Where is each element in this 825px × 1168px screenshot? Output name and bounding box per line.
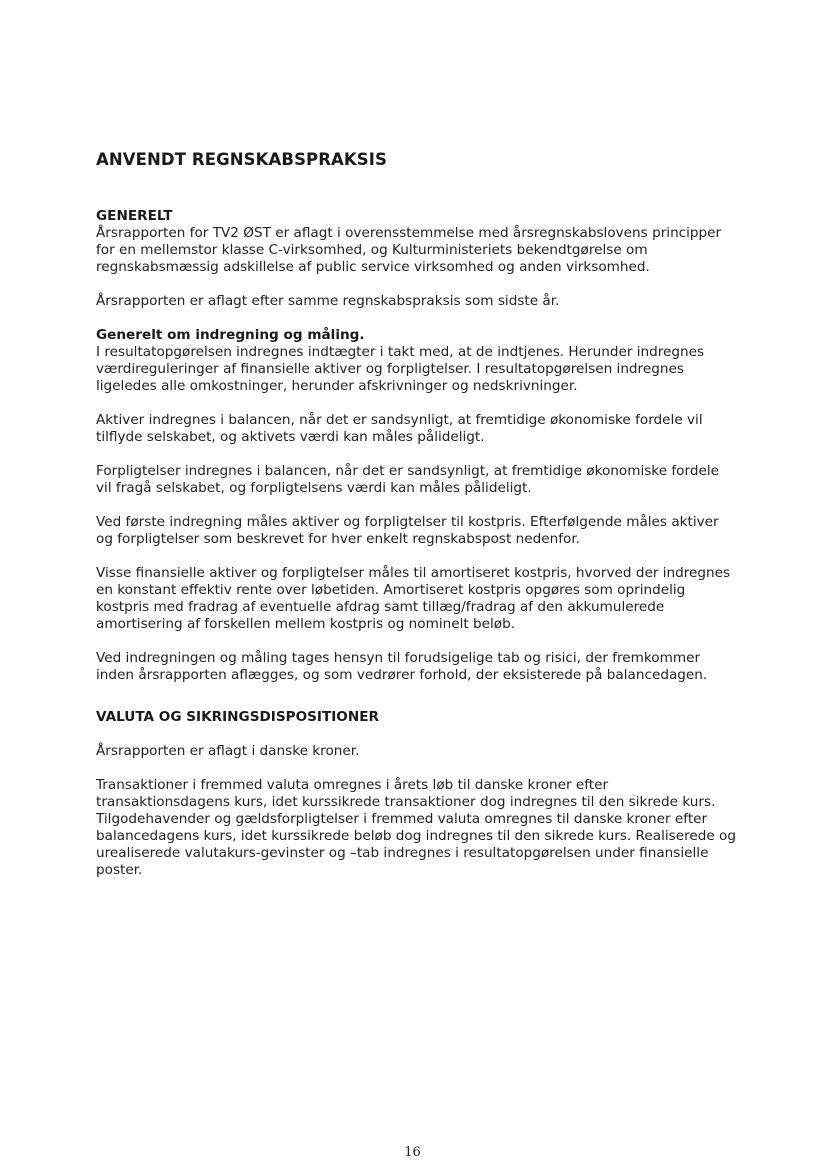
section-heading-valuta: VALUTA OG SIKRINGSDISPOSITIONER bbox=[96, 709, 379, 725]
paragraph: Ved første indregning måles aktiver og forpligtelser til kostpris. Efterfølgende måles aktiver og forpligtelser som beskrevet for hver enkelt regnskabspost nedenfor. bbox=[96, 514, 719, 547]
section-heading-indregning: Generelt om indregning og måling. bbox=[96, 327, 365, 343]
paragraph: Ved indregningen og måling tages hensyn til forudsigelige tab og risici, der fremkommer inden årsrapporten aflægges, og som vedrører forhold, der eksisterede på balancedagen. bbox=[96, 650, 708, 683]
paragraph: Årsrapporten er aflagt efter samme regnskabspraksis som sidste år. bbox=[96, 293, 560, 309]
paragraph: Årsrapporten for TV2 ØST er aflagt i overensstemmelse med årsregnskabslovens principper for en mellemstor klasse C-virksomhed, og Kulturministeriets bekendtgørelse om regnskabsmæssig adskillelse af public service virksomhed og anden virksomhed. bbox=[96, 225, 722, 275]
paragraph: Årsrapporten er aflagt i danske kroner. bbox=[96, 743, 360, 759]
page-number: 16 bbox=[404, 1145, 421, 1160]
paragraph: Aktiver indregnes i balancen, når det er sandsynligt, at fremtidige økonomiske fordele vil tilflyde selskabet, og aktivets værdi kan måles pålideligt. bbox=[96, 412, 703, 445]
document-page bbox=[96, 150, 736, 879]
section-heading-generelt: GENERELT bbox=[96, 208, 173, 224]
paragraph: I resultatopgørelsen indregnes indtægter i takt med, at de indtjenes. Herunder indregnes værdireguleringer af finansielle aktiver og forpligtelser. I resultatopgørelsen indregnes ligeledes alle omkostninger, herunder afskrivninger og nedskrivninger. bbox=[96, 344, 705, 394]
paragraph: Forpligtelser indregnes i balancen, når det er sandsynligt, at fremtidige økonomiske fordele vil fragå selskabet, og forpligtelsens værdi kan måles pålideligt. bbox=[96, 463, 719, 496]
paragraph: Transaktioner i fremmed valuta omregnes i årets løb til danske kroner efter transaktionsdagens kurs, idet kurssikrede transaktioner dog indregnes til den sikrede kurs. Tilgodehavender og gældsforpligtelser i fremmed valuta omregnes til danske kroner efter balancedagens kurs, idet kurssikrede beløb dog indregnes til den sikrede kurs. Realiserede og urealiserede valutakurs-gevinster og –tab indregnes i resultatopgørelsen under finansielle poster. bbox=[96, 777, 736, 878]
paragraph: Visse finansielle aktiver og forpligtelser måles til amortiseret kostpris, hvorved der indregnes en konstant effektiv rente over løbetiden. Amortiseret kostpris opgøres som oprindelig kostpris med fradrag af eventuelle afdrag samt tillæg/fradrag af den akkumulerede amortisering af forskellen mellem kostpris og nominelt beløb. bbox=[96, 565, 731, 632]
page-title: ANVENDT REGNSKABSPRAKSIS bbox=[96, 150, 388, 169]
